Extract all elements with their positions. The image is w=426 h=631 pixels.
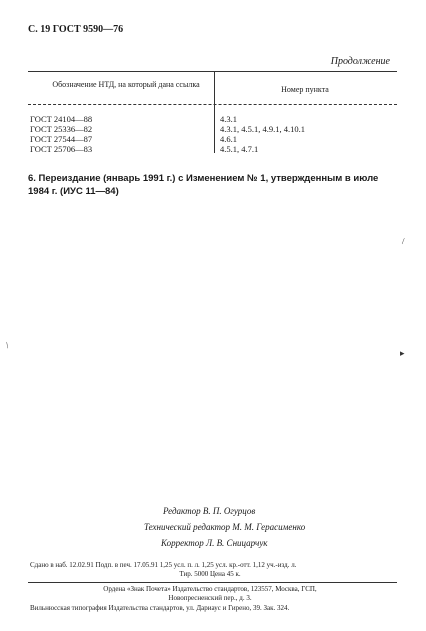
table-cell-doc: ГОСТ 27544—87 (30, 134, 93, 144)
table-column-divider (214, 71, 215, 153)
table-header-rule (28, 104, 397, 105)
table-cell-doc: ГОСТ 24104—88 (30, 114, 93, 124)
printer-line: Вильнюсская типография Издательства стандартов, ул. Дариаус и Гирено, 39. Зак. 324. (30, 604, 290, 612)
publisher-line-2: Новопресненский пер., д. 3. (168, 594, 252, 602)
imprint-line-1: Сдано в наб. 12.02.91 Подп. в печ. 17.05.91 1,25 усл. п. л. 1,25 усл. кр.-отт. 1,12 уч.-изд. л. (30, 561, 297, 569)
scan-mark: / (3, 340, 11, 350)
credit-tech-editor: Технический редактор М. М. Герасименко (144, 522, 306, 532)
section-6-note: 6. Переиздание (январь 1991 г.) с Изменением № 1, утвержденным в июле 1984 г. (ИУС 11—84) (28, 173, 379, 197)
table-cell-item: 4.5.1, 4.7.1 (220, 144, 259, 154)
table-top-rule (28, 71, 397, 72)
continued-label: Продолжение (330, 56, 390, 67)
scan-mark: ▸ (400, 348, 405, 358)
page-header: С. 19 ГОСТ 9590—76 (28, 24, 124, 35)
credit-editor: Редактор В. П. Огурцов (163, 506, 256, 516)
scan-mark: \ (399, 236, 408, 246)
imprint-divider (28, 582, 397, 583)
table-cell-item: 4.6.1 (220, 134, 237, 144)
table-col1-header: Обозначение НТД, на который дана ссылка (52, 80, 200, 89)
imprint-line-2: Тир. 5000 Цена 45 к. (179, 570, 241, 578)
table-cell-doc: ГОСТ 25706—83 (30, 144, 93, 154)
publisher-line-1: Ордена «Знак Почета» Издательство стандартов, 123557, Москва, ГСП, (103, 585, 317, 593)
table-cell-item: 4.3.1, 4.5.1, 4.9.1, 4.10.1 (220, 124, 305, 134)
credit-corrector: Корректор Л. В. Сницарчук (161, 538, 268, 548)
table-row (30, 114, 92, 154)
table-col2-header: Номер пункта (281, 85, 329, 94)
table-row (220, 114, 305, 154)
table-cell-doc: ГОСТ 25336—82 (30, 124, 93, 134)
table-cell-item: 4.3.1 (220, 114, 237, 124)
